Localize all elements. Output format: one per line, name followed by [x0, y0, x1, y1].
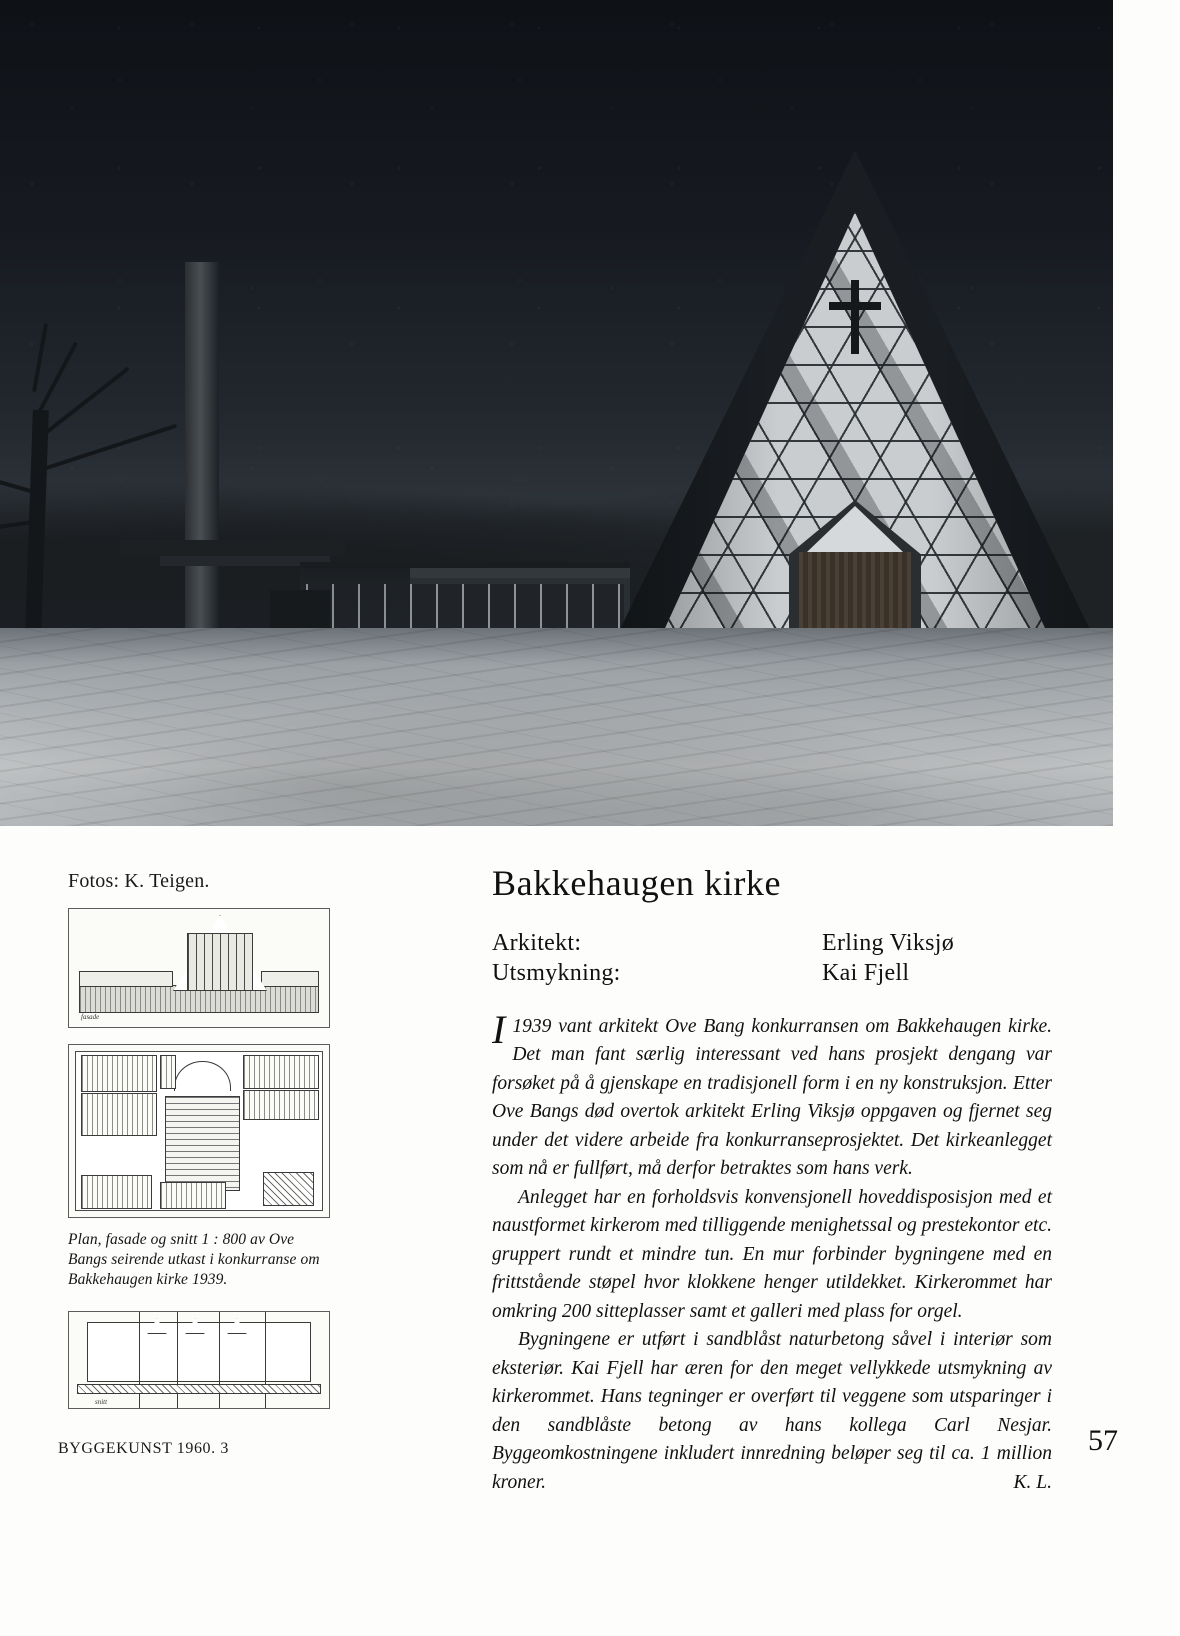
- elevation-drawing: [68, 908, 330, 1028]
- photo-credit: Fotos: K. Teigen.: [68, 870, 210, 892]
- decoration-value: Kai Fjell: [822, 960, 910, 986]
- architect-label: Arkitekt:: [492, 930, 582, 956]
- tower-cross-beam: [120, 540, 345, 556]
- elevation-drawing-label: fasade: [81, 1013, 100, 1021]
- section-drawing-label: snitt: [95, 1398, 108, 1407]
- page-number: 57: [1088, 1424, 1118, 1457]
- article-body: [492, 1007, 1052, 1497]
- bell-tower: [185, 262, 219, 662]
- a-frame-church: [600, 150, 1110, 670]
- paragraph-1-text: 1939 vant arkitekt Ove Bang konkurransen om Bakkehaugen kirke. Det man fant særlig interessant ved hans prosjekt dengang var forsøket på å gjenskape en tradisjonell form i en ny konstruksjon. Etter Ove Bangs død overtok arkitekt Erling Viksjø oppgaven og fjernet seg under det videre arbeide fra konkurranseprosjektet. Det kirkeanlegget som nå er fullført, må derfor betraktes som hans verk.: [492, 1016, 1052, 1180]
- page-title: Bakkehaugen kirke: [492, 863, 782, 903]
- church-photograph: [0, 0, 1113, 826]
- decoration-label: Utsmykning:: [492, 960, 621, 986]
- article-column: [492, 862, 1052, 1497]
- paragraph-3: [492, 1326, 1052, 1497]
- page-content: [0, 826, 1180, 1636]
- journal-footer: BYGGEKUNST 1960. 3: [58, 1440, 229, 1457]
- drawings-caption: Plan, fasade og snitt 1 : 800 av Ove Bangs seirende utkast i konkurranse om Bakkehaugen kirke 1939.: [68, 1231, 320, 1288]
- article-signoff: K. L.: [1013, 1471, 1052, 1493]
- credits-block: [492, 930, 1052, 987]
- snow-texture: [0, 628, 1113, 826]
- paragraph-2: Anlegget har en forholdsvis konvensjonell hoveddisposisjon med et naustformet kirkerom med tilliggende menighetssal og prestekontor etc. gruppert rundt et mindre tun. En mur forbinder bygningene med en frittstående støpel hvor klokkene henger utildekket. Kirkerommet har omkring 200 sitteplasser samt et galleri med plass for orgel.: [492, 1186, 1052, 1322]
- paragraph-3-text: Bygningene er utført i sandblåst naturbetong såvel i interiør som eksteriør. Kai Fjell har æren for den meget vellykkede utsmykning av kirkerommet. Hans tegninger er overført til veggene som utsparinger i den sandblåste betong av hans kollega Carl Nesjar. Byggeomkostningene inkludert innredning beløper seg til ca. 1 million kroner.: [492, 1329, 1052, 1493]
- drawings-column: [68, 908, 330, 1409]
- section-drawing: [68, 1311, 330, 1409]
- architect-value: Erling Viksjø: [822, 930, 955, 956]
- drop-cap: I: [492, 1007, 506, 1052]
- paragraph-1: [492, 1007, 1052, 1184]
- plan-drawing: [68, 1044, 330, 1218]
